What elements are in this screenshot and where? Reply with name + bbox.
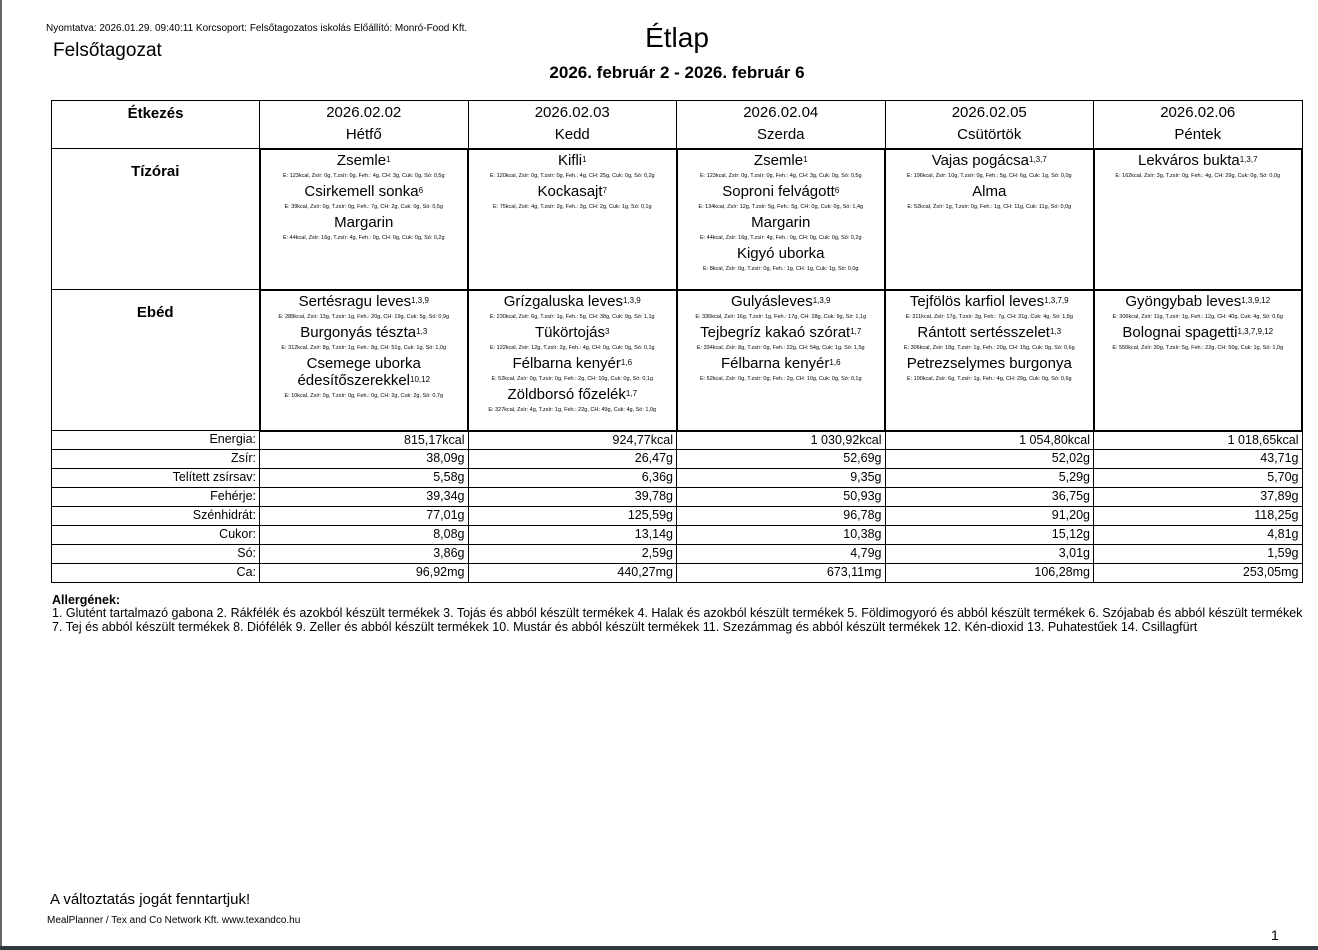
dish-item bbox=[469, 386, 676, 403]
summary-label: Só: bbox=[52, 545, 260, 564]
summary-value: 8,08g bbox=[260, 526, 469, 545]
dish-name: Tükörtojás bbox=[535, 323, 606, 341]
summary-value: 77,01g bbox=[260, 507, 469, 526]
dish-item bbox=[678, 183, 885, 200]
summary-value: 5,29g bbox=[885, 469, 1094, 488]
day-header bbox=[260, 101, 469, 149]
dish-nutrition: E: 162kcal, Zsír: 3g, T.zsír: 0g, Feh.: 4g, CH: 29g, Cuk: 0g, Só: 0,0g bbox=[1115, 172, 1281, 179]
dish-name: Margarin bbox=[751, 213, 811, 231]
meal-label: Tízórai bbox=[52, 149, 260, 290]
dish-name: Tejfölös karfiol leves bbox=[909, 292, 1045, 310]
day-date: 2026.02.04 bbox=[743, 104, 819, 121]
age-group-label: Felsőtagozat bbox=[53, 40, 162, 61]
dish-nutrition: E: 550kcal, Zsír: 30g, T.zsír: 5g, Feh.: 22g, CH: 50g, Cuk: 1g, Só: 1,0g bbox=[1112, 344, 1284, 351]
summary-value: 673,11mg bbox=[677, 564, 886, 583]
meal-cell bbox=[885, 149, 1094, 290]
day-header bbox=[885, 101, 1094, 149]
dish-item bbox=[678, 324, 885, 341]
meal-cell bbox=[260, 290, 469, 431]
day-date: 2026.02.06 bbox=[1160, 104, 1236, 121]
summary-label: Ca: bbox=[52, 564, 260, 583]
summary-row bbox=[52, 545, 1303, 564]
summary-value: 106,28mg bbox=[885, 564, 1094, 583]
dish-allergens: 1,6 bbox=[829, 357, 841, 367]
summary-label: Energia: bbox=[52, 431, 260, 450]
dish-nutrition: E: 134kcal, Zsír: 12g, T.zsír: 5g, Feh.: 5g, CH: 0g, Cuk: 0g, Só: 1,4g bbox=[698, 203, 864, 210]
dish-item bbox=[261, 152, 468, 169]
dish-name: Gyöngybab leves bbox=[1125, 292, 1242, 310]
summary-value: 15,12g bbox=[885, 526, 1094, 545]
dish-allergens: 1,3,7,9,12 bbox=[1237, 326, 1274, 336]
day-name: Péntek bbox=[1174, 126, 1222, 143]
dish-name: Zsemle bbox=[753, 151, 804, 169]
dish-nutrition: E: 52kcal, Zsír: 1g, T.zsír: 0g, Feh.: 1g, CH: 11g, Cuk: 11g, Só: 0,0g bbox=[907, 203, 1072, 210]
dish-allergens: 1,7 bbox=[625, 388, 638, 398]
dish-nutrition: E: 334kcal, Zsír: 8g, T.zsír: 0g, Feh.: 22g, CH: 54g, Cuk: 1g, Só: 1,5g bbox=[696, 344, 865, 351]
dish-name: Petrezselymes burgonya bbox=[906, 354, 1072, 372]
dish-allergens: 1,3,9,12 bbox=[1241, 295, 1271, 305]
dish-nutrition: E: 120kcal, Zsír: 0g, T.zsír: 0g, Feh.: 4g, CH: 25g, Cuk: 0g, Só: 0,2g bbox=[489, 172, 655, 179]
dish-item bbox=[261, 324, 468, 341]
meal-cell bbox=[260, 149, 469, 290]
dish-nutrition: E: 311kcal, Zsír: 17g, T.zsír: 3g, Feh.: 7g, CH: 31g, Cuk: 4g, Só: 1,8g bbox=[905, 313, 1073, 320]
dish-nutrition: E: 288kcal, Zsír: 13g, T.zsír: 1g, Feh.: 20g, CH: 19g, Cuk: 5g, Só: 0,9g bbox=[278, 313, 450, 320]
dish-name: Félbarna kenyér bbox=[720, 354, 830, 372]
dish-allergens: 1,3 bbox=[416, 326, 428, 336]
summary-row bbox=[52, 564, 1303, 583]
day-name: Kedd bbox=[554, 126, 590, 143]
dish-item bbox=[261, 214, 468, 231]
summary-value: 924,77kcal bbox=[468, 431, 677, 450]
day-header bbox=[677, 101, 886, 149]
header-row bbox=[52, 101, 1303, 149]
dish-item bbox=[261, 293, 468, 310]
dish-nutrition: E: 336kcal, Zsír: 16g, T.zsír: 1g, Feh.: 17g, CH: 28g, Cuk: 9g, Só: 1,1g bbox=[695, 313, 867, 320]
summary-value: 125,59g bbox=[468, 507, 677, 526]
summary-value: 1 054,80kcal bbox=[885, 431, 1094, 450]
summary-label: Szénhidrát: bbox=[52, 507, 260, 526]
summary-value: 38,09g bbox=[260, 450, 469, 469]
summary-value: 39,78g bbox=[468, 488, 677, 507]
dish-allergens: 1 bbox=[386, 154, 391, 164]
page-title: Étlap bbox=[645, 22, 709, 53]
dish-item bbox=[678, 293, 885, 310]
meal-cell bbox=[468, 149, 677, 290]
dish-item bbox=[886, 183, 1093, 200]
dish-name: Kigyó uborka bbox=[736, 244, 825, 262]
dish-allergens: 1,3,9 bbox=[622, 295, 641, 305]
dish-item bbox=[678, 355, 885, 372]
dish-item bbox=[469, 152, 676, 169]
day-name: Csütörtök bbox=[957, 126, 1022, 143]
page-left-edge bbox=[0, 0, 2, 950]
dish-nutrition: E: 122kcal, Zsír: 12g, T.zsír: 2g, Feh.: 4g, CH: 0g, Cuk: 0g, Só: 0,1g bbox=[489, 344, 655, 351]
dish-allergens: 1,3,9 bbox=[812, 295, 831, 305]
dish-allergens: 1,3 bbox=[1049, 326, 1062, 336]
print-info: Nyomtatva: 2026.01.29. 09:40:11 Korcsoport: Felsőtagozatos iskolás Előállító: Monró-Food Kft. bbox=[46, 23, 468, 34]
summary-row bbox=[52, 526, 1303, 545]
page-number: 1 bbox=[1271, 927, 1279, 943]
dish-item bbox=[678, 245, 885, 262]
summary-value: 37,89g bbox=[1094, 488, 1303, 507]
day-header bbox=[1094, 101, 1303, 149]
dish-allergens: 6 bbox=[418, 185, 424, 195]
dish-name: Tejbegríz kakaó szórat bbox=[700, 323, 851, 341]
dish-name: Bolognai spagetti bbox=[1122, 323, 1238, 341]
summary-value: 1,59g bbox=[1094, 545, 1303, 564]
dish-allergens: 3 bbox=[605, 326, 610, 336]
day-name: Szerda bbox=[756, 126, 805, 143]
day-name: Hétfő bbox=[345, 126, 382, 143]
summary-value: 6,36g bbox=[468, 469, 677, 488]
dish-item bbox=[469, 355, 676, 372]
reserve-note: A változtatás jogát fenntartjuk! bbox=[50, 891, 251, 908]
bottom-bar bbox=[0, 946, 1318, 950]
summary-row bbox=[52, 469, 1303, 488]
dish-item bbox=[1095, 324, 1302, 341]
dish-nutrition: E: 52kcal, Zsír: 0g, T.zsír: 0g, Feh.: 2g, CH: 10g, Cuk: 0g, Só: 0,1g bbox=[699, 375, 862, 382]
summary-value: 36,75g bbox=[885, 488, 1094, 507]
dish-allergens: 1 bbox=[803, 154, 808, 164]
summary-value: 13,14g bbox=[468, 526, 677, 545]
dish-nutrition: E: 10kcal, Zsír: 0g, T.zsír: 0g, Feh.: 0g, CH: 2g, Cuk: 2g, Só: 0,7g bbox=[284, 392, 444, 399]
summary-value: 4,81g bbox=[1094, 526, 1303, 545]
summary-value: 3,86g bbox=[260, 545, 469, 564]
dish-name: Kockasajt bbox=[537, 182, 603, 200]
dish-name: Lekváros bukta bbox=[1137, 151, 1240, 169]
summary-value: 815,17kcal bbox=[260, 431, 469, 450]
meal-row bbox=[52, 149, 1303, 290]
summary-value: 9,35g bbox=[677, 469, 886, 488]
dish-nutrition: E: 230kcal, Zsír: 6g, T.zsír: 1g, Feh.: 5g, CH: 38g, Cuk: 9g, Só: 1,1g bbox=[489, 313, 655, 320]
dish-item bbox=[469, 183, 676, 200]
dish-name: Grízgaluska leves bbox=[503, 292, 623, 310]
dish-allergens: 7 bbox=[602, 185, 607, 195]
dish-nutrition: E: 312kcal, Zsír: 8g, T.zsír: 1g, Feh.: 8g, CH: 51g, Cuk: 1g, Só: 1,0g bbox=[281, 344, 447, 351]
day-date: 2026.02.03 bbox=[534, 104, 610, 121]
summary-label: Fehérje: bbox=[52, 488, 260, 507]
dish-nutrition: E: 190kcal, Zsír: 6g, T.zsír: 1g, Feh.: 4g, CH: 29g, Cuk: 0g, Só: 0,6g bbox=[906, 375, 1072, 382]
allergen-title: Allergének: bbox=[52, 593, 121, 607]
summary-value: 3,01g bbox=[885, 545, 1094, 564]
summary-row bbox=[52, 431, 1303, 450]
meal-row bbox=[52, 290, 1303, 431]
dish-name: Csemege uborka édesítőszerekkel bbox=[297, 354, 421, 389]
summary-row bbox=[52, 507, 1303, 526]
dish-nutrition: E: 8kcal, Zsír: 0g, T.zsír: 0g, Feh.: 1g, CH: 1g, Cuk: 1g, Só: 0,0g bbox=[703, 265, 859, 272]
dish-item bbox=[678, 214, 885, 231]
dish-item bbox=[469, 293, 676, 310]
summary-value: 91,20g bbox=[885, 507, 1094, 526]
dish-name: Rántott sertésszelet bbox=[917, 323, 1050, 341]
dish-nutrition: E: 306kcal, Zsír: 18g, T.zsír: 1g, Feh.: 20g, CH: 15g, Cuk: 0g, Só: 0,6g bbox=[903, 344, 1075, 351]
dish-nutrition: E: 52kcal, Zsír: 0g, T.zsír: 0g, Feh.: 2g, CH: 10g, Cuk: 0g, Só: 0,1g bbox=[491, 375, 654, 382]
allergen-list: 1. Glutént tartalmazó gabona 2. Rákfélék és azokból készült termékek 3. Tojás és abból készült termékek 4. Halak és azokból készült termékek 5. Földimogyoró és abból készült termékek 6. Szójabab és abból készült termékek 7. Tej és abból készült termékek 8. Diófélék 9. Zeller és abból készült termékek 10. Mustár és abból készült termékek 11. Szezámmag és abból készült termékek 12. Kén-dioxid 13. Puhatestűek 14. Csillagfürt bbox=[52, 606, 1303, 634]
dish-item bbox=[261, 355, 468, 389]
dish-nutrition: E: 196kcal, Zsír: 10g, T.zsír: 0g, Feh.: 5g, CH: 6g, Cuk: 1g, Só: 0,0g bbox=[906, 172, 1072, 179]
menu-table bbox=[51, 100, 1303, 583]
dish-name: Vajas pogácsa bbox=[931, 151, 1029, 169]
dish-item bbox=[1095, 293, 1302, 310]
summary-value: 52,02g bbox=[885, 450, 1094, 469]
day-date: 2026.02.02 bbox=[326, 104, 402, 121]
dish-nutrition: E: 75kcal, Zsír: 4g, T.zsír: 2g, Feh.: 3g, CH: 2g, Cuk: 1g, Só: 0,1g bbox=[492, 203, 652, 210]
summary-row bbox=[52, 488, 1303, 507]
summary-value: 50,93g bbox=[677, 488, 886, 507]
dish-allergens: 6 bbox=[834, 185, 840, 195]
dish-nutrition: E: 123kcal, Zsír: 0g, T.zsír: 0g, Feh.: 4g, CH: 3g, Cuk: 0g, Só: 0,5g bbox=[282, 172, 445, 179]
meal-cell bbox=[1094, 290, 1303, 431]
dish-allergens: 1,3,7 bbox=[1239, 154, 1258, 164]
summary-value: 10,38g bbox=[677, 526, 886, 545]
summary-value: 2,59g bbox=[468, 545, 677, 564]
dish-name: Gulyásleves bbox=[731, 292, 813, 310]
dish-name: Csirkemell sonka bbox=[304, 182, 419, 200]
dish-name: Burgonyás tészta bbox=[300, 323, 417, 341]
summary-value: 26,47g bbox=[468, 450, 677, 469]
summary-value: 4,79g bbox=[677, 545, 886, 564]
meal-label: Ebéd bbox=[52, 290, 260, 431]
summary-value: 1 018,65kcal bbox=[1094, 431, 1303, 450]
dish-allergens: 1,7 bbox=[850, 326, 862, 336]
dish-allergens: 1,3,7,9 bbox=[1044, 295, 1069, 305]
summary-value: 96,92mg bbox=[260, 564, 469, 583]
dish-name: Kifli bbox=[557, 151, 583, 169]
meal-cell bbox=[1094, 149, 1303, 290]
summary-value: 440,27mg bbox=[468, 564, 677, 583]
dish-item bbox=[886, 293, 1093, 310]
summary-value: 5,58g bbox=[260, 469, 469, 488]
dish-nutrition: E: 306kcal, Zsír: 11g, T.zsír: 1g, Feh.: 12g, CH: 40g, Cuk: 4g, Só: 0,6g bbox=[1112, 313, 1283, 320]
summary-value: 5,70g bbox=[1094, 469, 1303, 488]
dish-name: Margarin bbox=[334, 213, 394, 231]
day-header bbox=[468, 101, 677, 149]
dish-item bbox=[886, 355, 1093, 372]
dish-nutrition: E: 44kcal, Zsír: 16g, T.zsír: 4g, Feh.: 0g, CH: 0g, Cuk: 0g, Só: 0,2g bbox=[699, 234, 862, 241]
dish-name: Félbarna kenyér bbox=[512, 354, 621, 372]
dish-nutrition: E: 123kcal, Zsír: 0g, T.zsír: 0g, Feh.: 4g, CH: 3g, Cuk: 0g, Só: 0,5g bbox=[699, 172, 862, 179]
dish-nutrition: E: 44kcal, Zsír: 16g, T.zsír: 4g, Feh.: 0g, CH: 0g, Cuk: 0g, Só: 0,2g bbox=[282, 234, 445, 241]
summary-label: Zsír: bbox=[52, 450, 260, 469]
dish-item bbox=[886, 152, 1093, 169]
summary-value: 39,34g bbox=[260, 488, 469, 507]
dish-item bbox=[469, 324, 676, 341]
summary-label: Telített zsírsav: bbox=[52, 469, 260, 488]
summary-value: 1 030,92kcal bbox=[677, 431, 886, 450]
summary-value: 118,25g bbox=[1094, 507, 1303, 526]
summary-row bbox=[52, 450, 1303, 469]
dish-item bbox=[1095, 152, 1302, 169]
day-date: 2026.02.05 bbox=[951, 104, 1027, 121]
dish-nutrition: E: 39kcal, Zsír: 0g, T.zsír: 0g, Feh.: 7g, CH: 2g, Cuk: 0g, Só: 0,5g bbox=[284, 203, 444, 210]
dish-item bbox=[886, 324, 1093, 341]
dish-name: Zöldborsó főzelék bbox=[507, 385, 626, 403]
meal-cell bbox=[677, 290, 886, 431]
dish-name: Zsemle bbox=[336, 151, 387, 169]
meal-cell bbox=[468, 290, 677, 431]
footer-credits: MealPlanner / Tex and Co Network Kft. www.texandco.hu bbox=[47, 915, 301, 926]
dish-allergens: 1,6 bbox=[620, 357, 633, 367]
dish-item bbox=[261, 183, 468, 200]
summary-value: 43,71g bbox=[1094, 450, 1303, 469]
summary-value: 52,69g bbox=[677, 450, 886, 469]
dish-allergens: 1 bbox=[582, 154, 587, 164]
meal-cell bbox=[885, 290, 1094, 431]
dish-nutrition: E: 327kcal, Zsír: 4g, T.zsír: 1g, Feh.: 22g, CH: 49g, Cuk: 4g, Só: 1,0g bbox=[488, 406, 657, 413]
summary-value: 96,78g bbox=[677, 507, 886, 526]
meal-column-header: Étkezés bbox=[52, 101, 260, 149]
dish-name: Soproni felvágott bbox=[722, 182, 835, 200]
dish-allergens: 1,3,7 bbox=[1029, 154, 1047, 164]
summary-label: Cukor: bbox=[52, 526, 260, 545]
dish-allergens: 1,3,9 bbox=[411, 295, 429, 305]
date-range: 2026. február 2 - 2026. február 6 bbox=[549, 63, 805, 82]
dish-name: Sertésragu leves bbox=[298, 292, 412, 310]
dish-item bbox=[678, 152, 885, 169]
meal-cell bbox=[677, 149, 886, 290]
dish-name: Alma bbox=[972, 182, 1007, 200]
dish-allergens: 10,12 bbox=[410, 374, 431, 384]
summary-value: 253,05mg bbox=[1094, 564, 1303, 583]
